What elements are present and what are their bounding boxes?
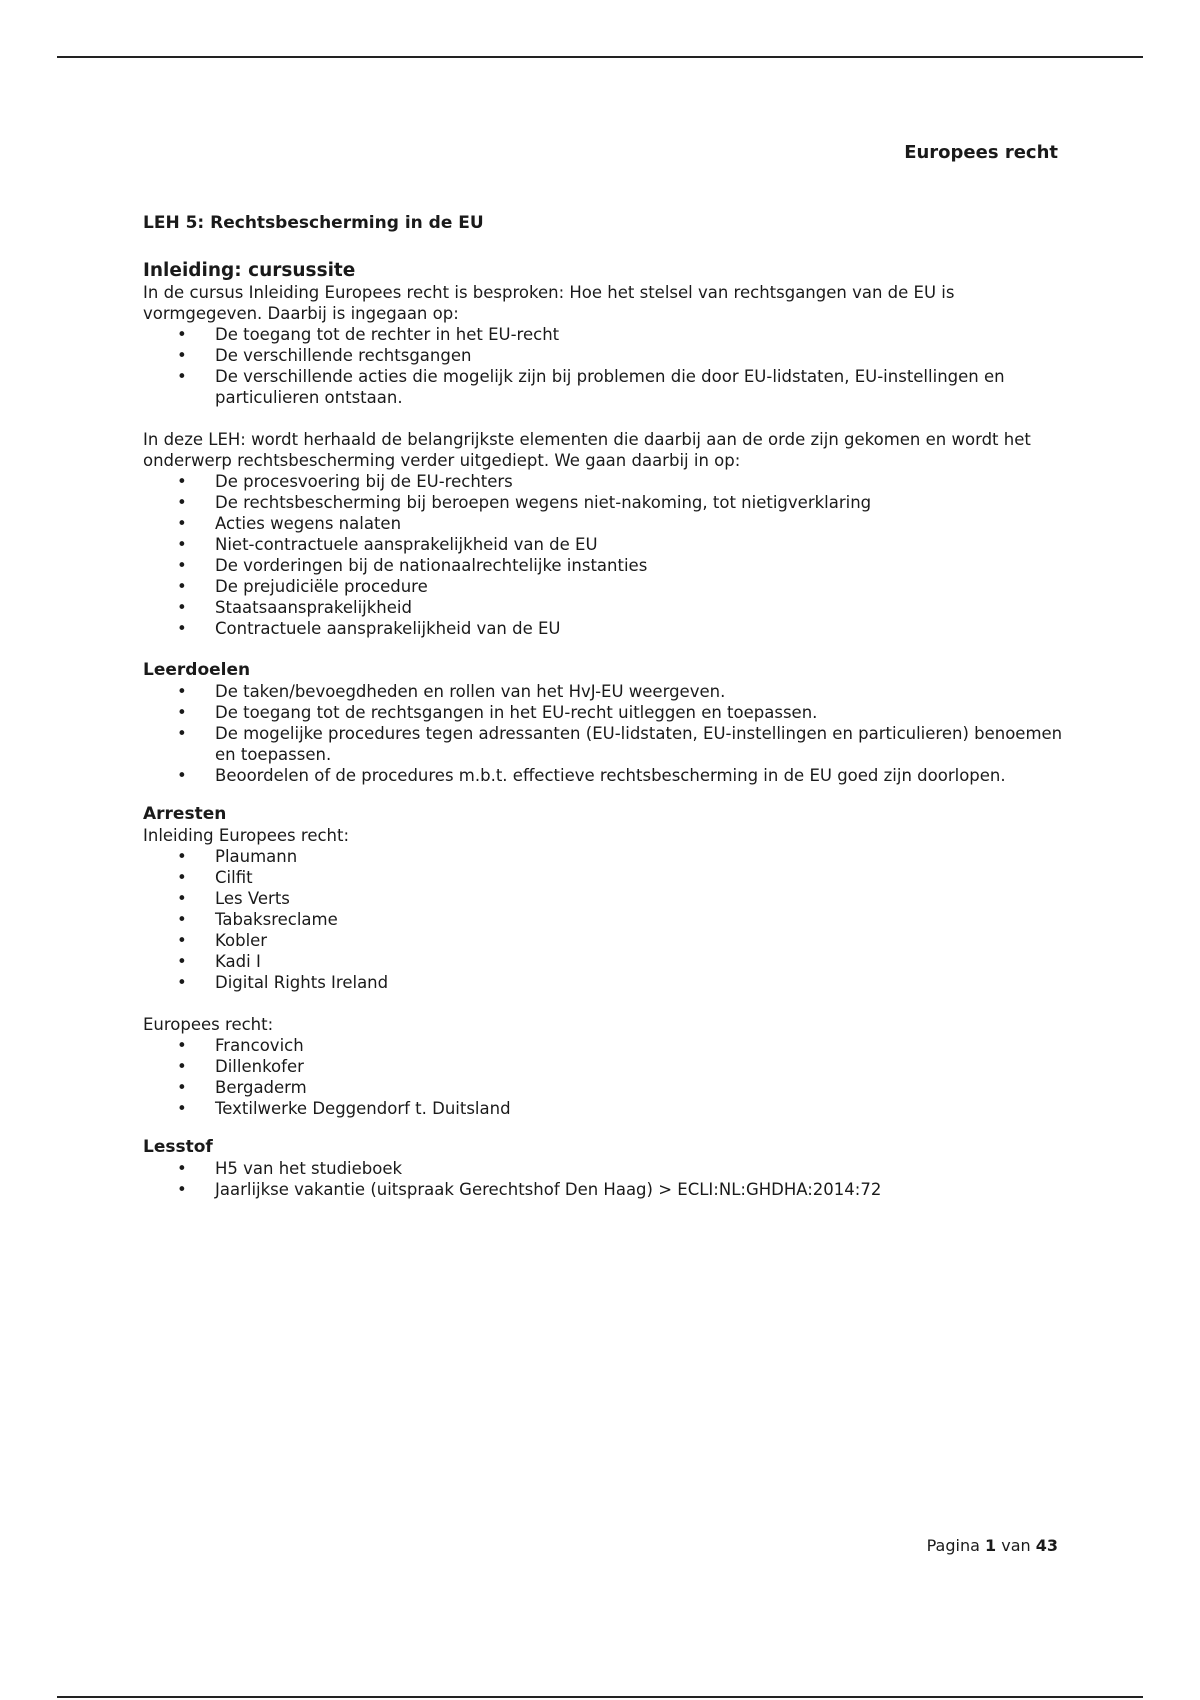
arresten-group1-list xyxy=(143,846,1063,993)
intro-list-2 xyxy=(143,471,1063,639)
document-body xyxy=(143,213,1063,1200)
list-item: • Textilwerke Deggendorf t. Duitsland xyxy=(215,1098,1063,1119)
list-item: • H5 van het studieboek xyxy=(215,1158,1063,1179)
list-item: • De vorderingen bij de nationaalrechtelijke instanties xyxy=(215,555,1063,576)
arresten-heading: Arresten xyxy=(143,804,227,824)
bottom-rule xyxy=(57,1696,1143,1698)
page-total: 43 xyxy=(1035,1536,1058,1555)
list-item: • Plaumann xyxy=(215,846,1063,867)
list-item: • Bergaderm xyxy=(215,1077,1063,1098)
list-item: • De prejudiciële procedure xyxy=(215,576,1063,597)
leerdoelen-heading: Leerdoelen xyxy=(143,660,251,680)
intro-paragraph: In de cursus Inleiding Europees recht is besproken: Hoe het stelsel van rechtsgangen van de EU is vormgegeven. Daarbij is ingegaan op: xyxy=(143,283,955,323)
lesson-title: LEH 5: Rechtsbescherming in de EU xyxy=(143,213,484,233)
header-title: Europees recht xyxy=(904,142,1058,163)
list-item: • Digital Rights Ireland xyxy=(215,972,1063,993)
page-number xyxy=(927,1536,1058,1555)
top-rule xyxy=(57,56,1143,58)
list-item: • Les Verts xyxy=(215,888,1063,909)
list-item: • Cilfit xyxy=(215,867,1063,888)
leerdoelen-list xyxy=(143,681,1063,786)
list-item: • De toegang tot de rechter in het EU-recht xyxy=(215,324,1063,345)
page-current: 1 xyxy=(984,1536,997,1555)
intro-heading: Inleiding: cursussite xyxy=(143,260,356,281)
list-item: • Kobler xyxy=(215,930,1063,951)
list-item: • Kadi I xyxy=(215,951,1063,972)
of-label: van xyxy=(1001,1536,1031,1555)
list-item: • De verschillende rechtsgangen xyxy=(215,345,1063,366)
list-item: • De toegang tot de rechtsgangen in het EU-recht uitleggen en toepassen. xyxy=(215,702,1063,723)
page-label: Pagina xyxy=(926,1536,980,1555)
arresten-group2-list xyxy=(143,1035,1063,1119)
arresten-group1-label: Inleiding Europees recht: xyxy=(143,826,350,845)
intro-list xyxy=(143,324,1063,408)
list-item: • Francovich xyxy=(215,1035,1063,1056)
list-item: • Beoordelen of de procedures m.b.t. effectieve rechtsbescherming in de EU goed zijn doorlopen. xyxy=(215,765,1063,786)
lesstof-heading: Lesstof xyxy=(143,1137,213,1157)
list-item: • Jaarlijkse vakantie (uitspraak Gerechtshof Den Haag) > ECLI:NL:GHDHA:2014:72 xyxy=(215,1179,1063,1200)
list-item: • De taken/bevoegdheden en rollen van het HvJ-EU weergeven. xyxy=(215,681,1063,702)
list-item: • Niet-contractuele aansprakelijkheid van de EU xyxy=(215,534,1063,555)
list-item: • Staatsaansprakelijkheid xyxy=(215,597,1063,618)
list-item: • Acties wegens nalaten xyxy=(215,513,1063,534)
list-item: • Tabaksreclame xyxy=(215,909,1063,930)
list-item: • Dillenkofer xyxy=(215,1056,1063,1077)
list-item: • De rechtsbescherming bij beroepen wegens niet-nakoming, tot nietigverklaring xyxy=(215,492,1063,513)
list-item: • Contractuele aansprakelijkheid van de EU xyxy=(215,618,1063,639)
intro-paragraph-2: In deze LEH: wordt herhaald de belangrijkste elementen die daarbij aan de orde zijn gekomen en wordt het onderwerp rechtsbescherming verder uitgediept. We gaan daarbij in op: xyxy=(143,430,1031,470)
list-item: • De procesvoering bij de EU-rechters xyxy=(215,471,1063,492)
lesstof-list xyxy=(143,1158,1063,1200)
list-item: • De mogelijke procedures tegen adressanten (EU-lidstaten, EU-instellingen en particulieren) benoemen en toepassen. xyxy=(215,723,1063,765)
arresten-group2-label: Europees recht: xyxy=(143,1015,274,1034)
list-item: • De verschillende acties die mogelijk zijn bij problemen die door EU-lidstaten, EU-instellingen en particulieren ontstaan. xyxy=(215,366,1063,408)
